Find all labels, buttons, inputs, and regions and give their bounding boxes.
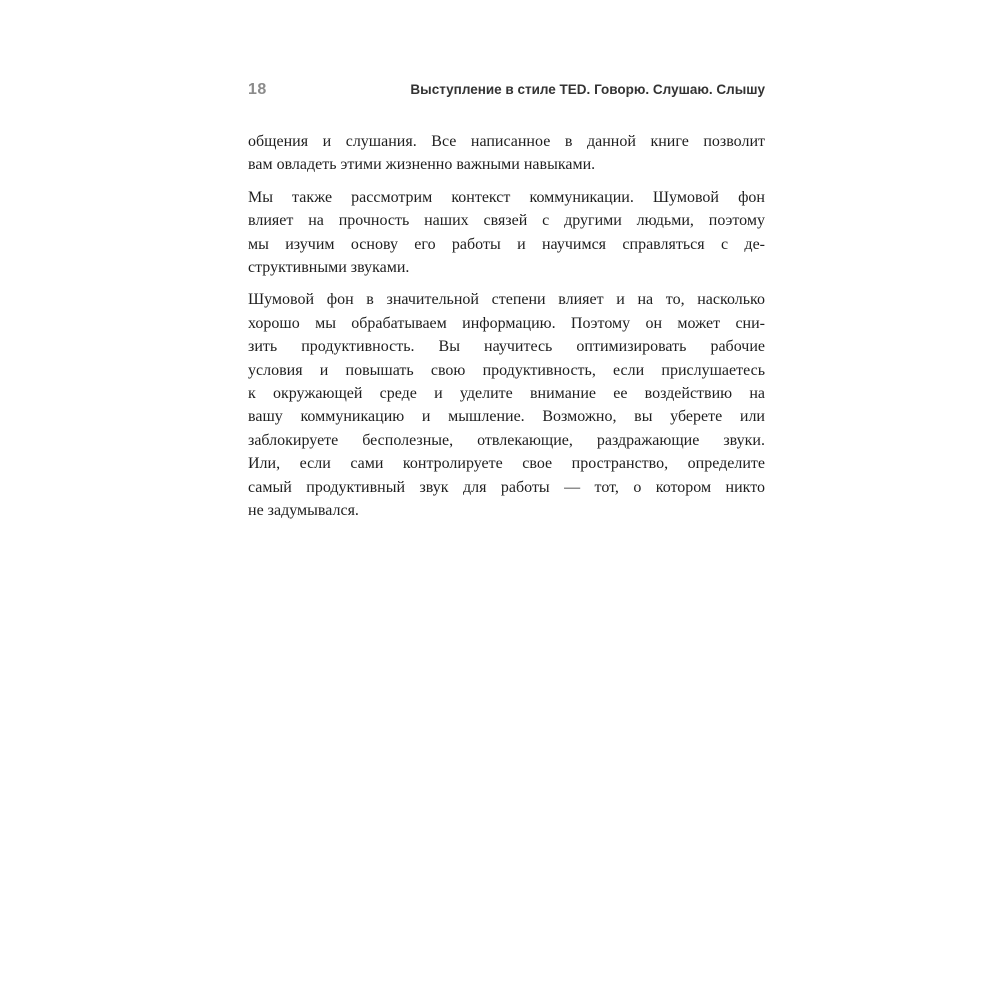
text-line: условия и повышать свою продуктивность, если прислушаетесь bbox=[248, 361, 765, 379]
text-line: зить продуктивность. Вы научитесь оптимизировать рабочие bbox=[248, 338, 765, 356]
paragraph bbox=[248, 130, 765, 177]
paragraph bbox=[248, 186, 765, 280]
text-line: влияет на прочность наших связей с другими людьми, поэтому bbox=[248, 212, 765, 230]
page-number: 18 bbox=[248, 81, 267, 98]
text-line: вам овладеть этими жизненно важными навыками. bbox=[248, 156, 596, 174]
body-paragraphs bbox=[248, 130, 765, 523]
text-line: структивными звуками. bbox=[248, 259, 410, 277]
text-line: самый продуктивный звук для работы — тот, о котором никто bbox=[248, 478, 765, 496]
text-line: Шумовой фон в значительной степени влияет и на то, насколько bbox=[248, 291, 765, 309]
text-line: хорошо мы обрабатываем информацию. Поэтому он может сни- bbox=[248, 314, 765, 332]
text-line: общения и слушания. Все написанное в данной книге позволит bbox=[248, 133, 765, 150]
text-line: заблокируете бесполезные, отвлекающие, раздражающие звуки. bbox=[248, 431, 765, 449]
text-line: к окружающей среде и уделите внимание ее воздействию на bbox=[248, 385, 765, 403]
page-header bbox=[248, 81, 765, 99]
running-title: Выступление в стиле TED. Говорю. Слушаю. Слышу bbox=[410, 82, 765, 97]
text-line: Мы также рассмотрим контекст коммуникации. Шумовой фон bbox=[248, 188, 765, 206]
text-line: не задумывался. bbox=[248, 502, 359, 520]
paragraph bbox=[248, 288, 765, 522]
text-line: Или, если сами контролируете свое пространство, определите bbox=[248, 455, 765, 473]
text-line: мы изучим основу его работы и научимся справляться с де- bbox=[248, 235, 765, 253]
text-line: вашу коммуникацию и мышление. Возможно, вы уберете или bbox=[248, 408, 765, 426]
